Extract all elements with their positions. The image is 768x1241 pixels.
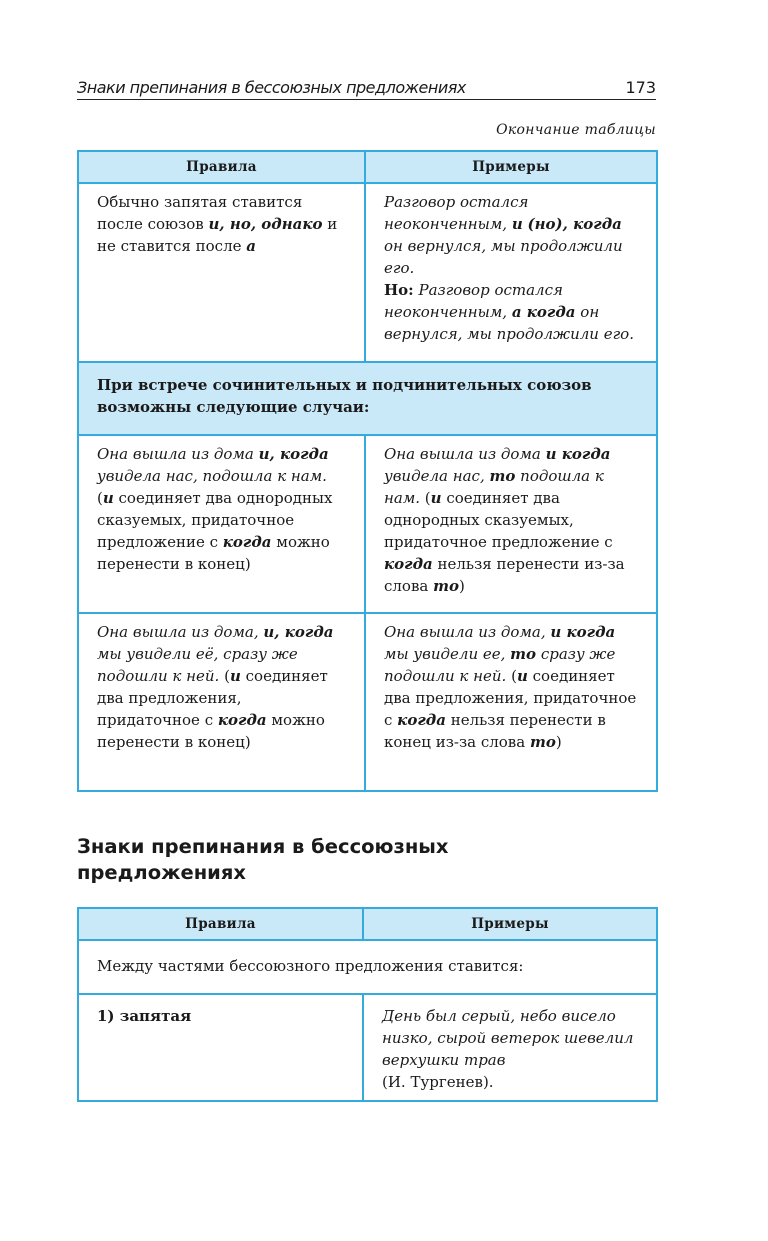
conjunction-term: и, когда xyxy=(263,623,334,641)
conjunction-term: и xyxy=(516,667,528,685)
contrast-label: Но: xyxy=(384,281,414,299)
conjunction-term: а xyxy=(246,237,256,255)
explanation-text: нельзя перенести из-за слова xyxy=(384,555,625,595)
conjunction-term: и когда xyxy=(550,623,616,641)
table-header-row xyxy=(78,908,657,940)
asyndetic-punctuation-table xyxy=(77,907,658,1102)
table-header-row xyxy=(78,151,657,183)
page-number: 173 xyxy=(625,78,656,97)
example-text: мы увидели ее, xyxy=(384,645,511,663)
examples-column-header: Примеры xyxy=(365,151,657,183)
conjunction-term: то xyxy=(433,577,460,595)
conjunction-term: и xyxy=(102,489,114,507)
span-row xyxy=(78,940,657,994)
explanation-text: ( xyxy=(506,667,517,685)
explanation-text: соединяет два однородных сказуемых, придаточное предложение с xyxy=(384,489,613,551)
conjunction-term: то xyxy=(489,467,516,485)
explanation-text: ) xyxy=(555,733,562,751)
examples-column-header: Примеры xyxy=(363,908,657,940)
conjunction-term: когда xyxy=(384,555,433,573)
example-cell xyxy=(365,183,657,362)
rule-text: Обычно запятая ставится после союзов xyxy=(97,193,303,233)
explanation-text: ) xyxy=(459,577,465,595)
example-cell-left xyxy=(78,435,365,613)
example-cell-right xyxy=(365,435,657,613)
explanation-text: соединяет два однородных сказуемых, придаточное предложение с xyxy=(97,489,333,551)
table-continuation-caption: Окончание таблицы xyxy=(496,122,656,138)
example-text: Она вышла из дома, xyxy=(97,623,264,641)
conjunction-term: и xyxy=(511,215,523,233)
conjunction-term: когда xyxy=(222,533,272,551)
section-heading: Знаки препинания в бессоюзных предложениях xyxy=(77,835,449,884)
example-text: Разговор остался неоконченным, xyxy=(384,281,563,321)
table-row xyxy=(78,435,657,613)
rules-column-header: Правила xyxy=(78,908,363,940)
example-text: Она вышла из дома xyxy=(97,445,259,463)
example-text: увидела нас, xyxy=(384,467,490,485)
conjunction-term: а когда xyxy=(511,303,576,321)
conjunction-term: и, но, однако xyxy=(208,215,323,233)
explanation-text: можно перенести в конец) xyxy=(97,711,325,751)
conjunction-term: когда xyxy=(217,711,267,729)
example-cell-right xyxy=(365,613,657,791)
conjunction-term: то xyxy=(529,733,556,751)
example-text: Она вышла из дома xyxy=(384,445,546,463)
span-cell: Между частями бессоюзного предложения ставится: xyxy=(78,940,657,994)
conjunction-term: то xyxy=(510,645,537,663)
rule-cell xyxy=(78,994,363,1101)
conjunctions-table xyxy=(77,150,658,792)
rules-column-header: Правила xyxy=(78,151,365,183)
subheader-cell: При встрече сочинительных и подчинительных союзов возможны следующие случаи: xyxy=(78,362,657,435)
conjunction-term: и когда xyxy=(545,445,611,463)
table-row xyxy=(78,994,657,1101)
conjunction-term: и xyxy=(229,667,241,685)
conjunction-term: и, когда xyxy=(258,445,329,463)
example-text: мы увидели её, сразу же подошли к ней. xyxy=(97,645,298,685)
table-row xyxy=(78,613,657,791)
subheader-row xyxy=(78,362,657,435)
explanation-text: можно перенести в конец) xyxy=(97,533,330,573)
running-header xyxy=(77,78,656,100)
example-cell xyxy=(363,994,657,1101)
explanation-text: нельзя перенести в конец из-за слова xyxy=(384,711,606,751)
rule-text: и не ставится после xyxy=(97,215,338,255)
example-text: сразу же подошли к ней. xyxy=(384,645,616,685)
table-row xyxy=(78,183,657,362)
explanation-text: соединяет два предложения, придаточное с xyxy=(384,667,637,729)
example-text: Она вышла из дома, xyxy=(384,623,551,641)
running-title: Знаки препинания в бессоюзных предложениях xyxy=(77,78,466,97)
example-text: он вернулся, мы продолжили его. xyxy=(384,237,623,277)
example-cell-left xyxy=(78,613,365,791)
rule-cell xyxy=(78,183,365,362)
rule-text: 1) запятая xyxy=(97,1007,192,1025)
explanation-text: ( xyxy=(420,489,431,507)
example-text: День был серый, небо висело низко, сырой ветерок шевелил верхушки трав xyxy=(382,1007,634,1069)
example-text: увидела нас, подошла к нам. xyxy=(97,467,327,485)
explanation-text: ( xyxy=(97,489,103,507)
example-source: (И. Тургенев). xyxy=(382,1073,494,1091)
example-text: Разговор остался неоконченным, xyxy=(384,193,529,233)
conjunction-term: (но), когда xyxy=(527,215,622,233)
conjunction-term: и xyxy=(430,489,442,507)
conjunction-term: когда xyxy=(397,711,446,729)
example-text: он вернулся, мы продолжили его. xyxy=(384,303,634,343)
example-text: подошла к нам. xyxy=(384,467,604,507)
explanation-text: соединяет два предложения, придаточное с xyxy=(97,667,328,729)
explanation-text: ( xyxy=(219,667,230,685)
